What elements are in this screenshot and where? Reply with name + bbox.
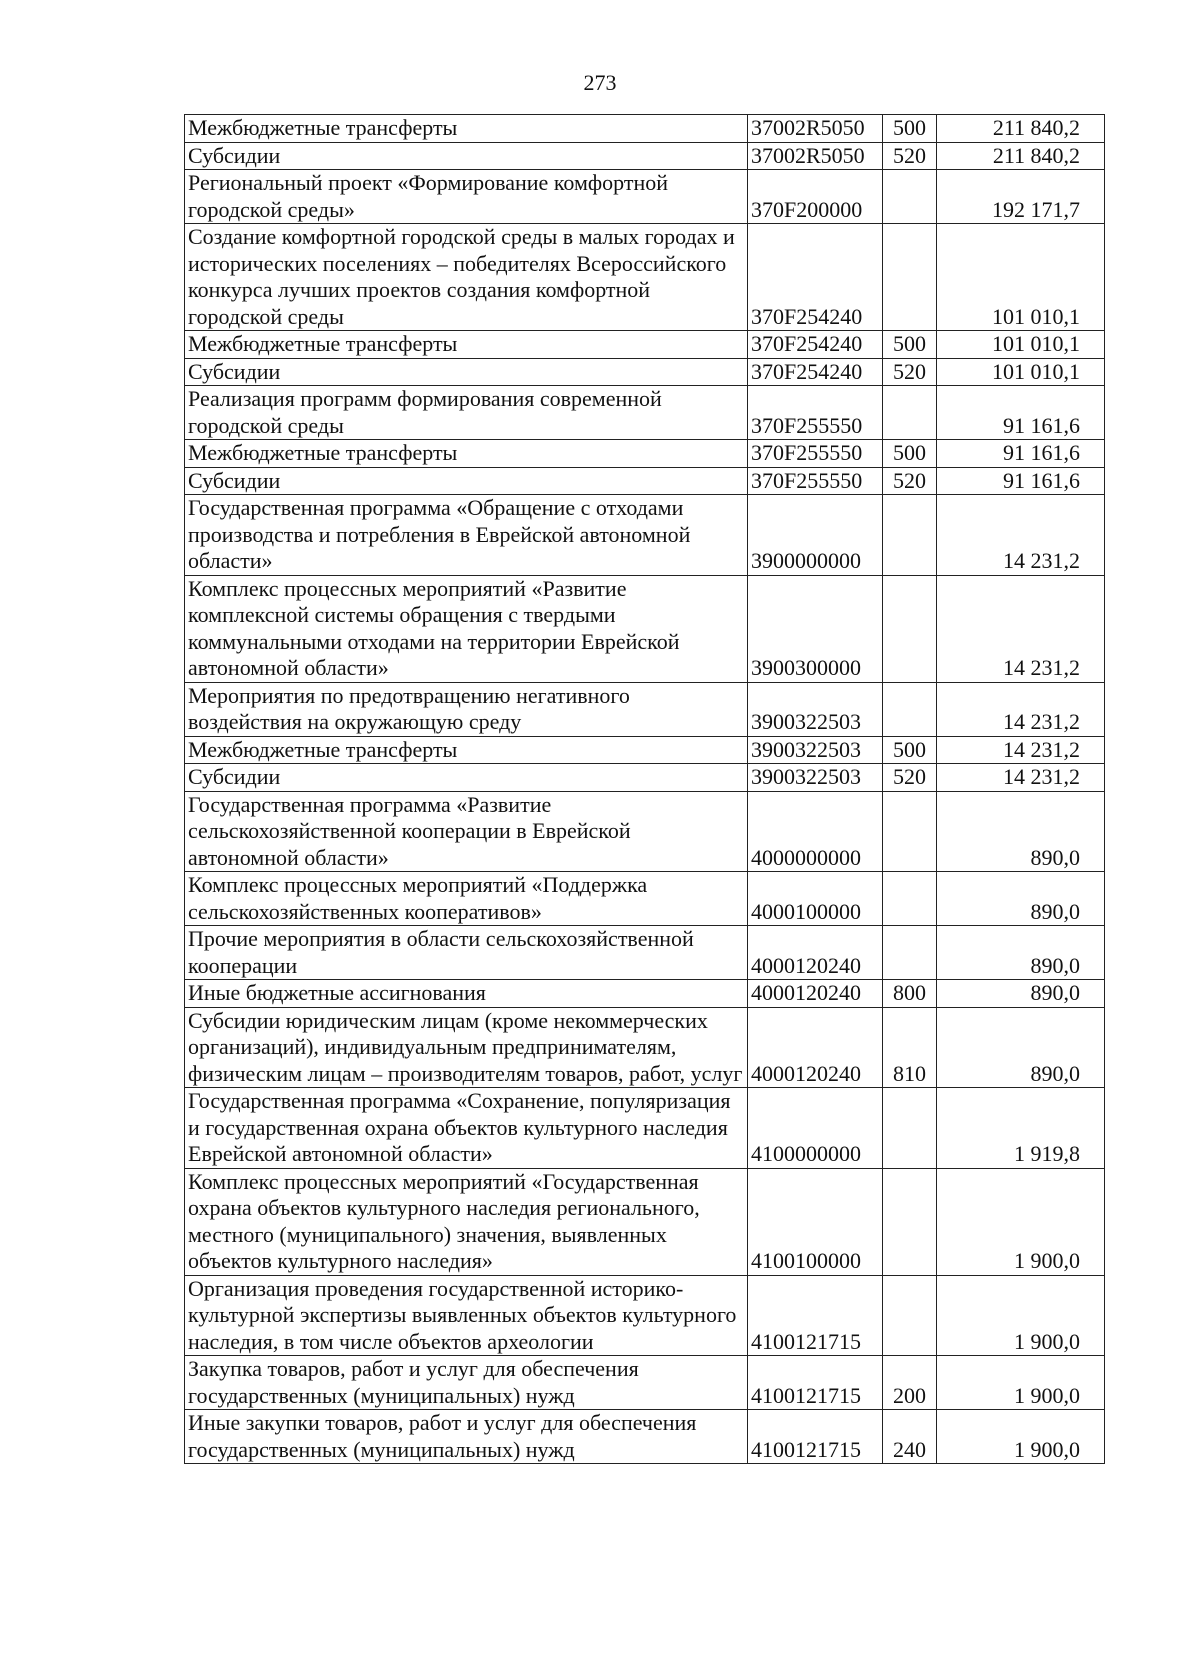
row-name-cell: Государственная программа «Сохранение, популяризация и государственная охрана объектов культурного наследия Еврейской автономной области» bbox=[185, 1088, 748, 1169]
table-row bbox=[185, 1088, 1105, 1169]
row-amount-cell: 91 161,6 bbox=[937, 467, 1105, 495]
row-expense-type-cell bbox=[883, 1275, 937, 1356]
row-code-cell: 4000120240 bbox=[748, 1007, 883, 1088]
row-amount-cell: 101 010,1 bbox=[937, 331, 1105, 359]
row-name-cell: Межбюджетные трансферты bbox=[185, 736, 748, 764]
table-row bbox=[185, 142, 1105, 170]
row-amount-cell: 890,0 bbox=[937, 926, 1105, 980]
row-name-cell: Субсидии юридическим лицам (кроме некоммерческих организаций), индивидуальным предпринимателям, физическим лицам – производителям товаров, работ, услуг bbox=[185, 1007, 748, 1088]
row-expense-type-cell bbox=[883, 1168, 937, 1275]
table-row bbox=[185, 682, 1105, 736]
row-amount-cell: 192 171,7 bbox=[937, 170, 1105, 224]
row-name-cell: Комплекс процессных мероприятий «Развитие комплексной системы обращения с твердыми коммунальными отходами на территории Еврейской автономной области» bbox=[185, 575, 748, 682]
row-amount-cell: 1 900,0 bbox=[937, 1356, 1105, 1410]
row-expense-type-cell: 810 bbox=[883, 1007, 937, 1088]
row-code-cell: 4100000000 bbox=[748, 1088, 883, 1169]
row-code-cell: 370F255550 bbox=[748, 440, 883, 468]
row-amount-cell: 890,0 bbox=[937, 980, 1105, 1008]
table-row bbox=[185, 440, 1105, 468]
row-name-cell: Региональный проект «Формирование комфортной городской среды» bbox=[185, 170, 748, 224]
row-name-cell: Иные закупки товаров, работ и услуг для обеспечения государственных (муниципальных) нужд bbox=[185, 1410, 748, 1464]
row-name-cell: Субсидии bbox=[185, 358, 748, 386]
table-row bbox=[185, 980, 1105, 1008]
row-name-cell: Иные бюджетные ассигнования bbox=[185, 980, 748, 1008]
row-name-cell: Прочие мероприятия в области сельскохозяйственной кооперации bbox=[185, 926, 748, 980]
row-name-cell: Межбюджетные трансферты bbox=[185, 115, 748, 143]
table-row bbox=[185, 467, 1105, 495]
table-row bbox=[185, 170, 1105, 224]
row-code-cell: 4000120240 bbox=[748, 926, 883, 980]
row-name-cell: Реализация программ формирования современной городской среды bbox=[185, 386, 748, 440]
row-expense-type-cell bbox=[883, 926, 937, 980]
row-expense-type-cell: 500 bbox=[883, 736, 937, 764]
table-row bbox=[185, 386, 1105, 440]
row-expense-type-cell bbox=[883, 170, 937, 224]
row-amount-cell: 14 231,2 bbox=[937, 764, 1105, 792]
row-amount-cell: 91 161,6 bbox=[937, 386, 1105, 440]
row-amount-cell: 101 010,1 bbox=[937, 224, 1105, 331]
row-amount-cell: 211 840,2 bbox=[937, 142, 1105, 170]
row-code-cell: 3900322503 bbox=[748, 764, 883, 792]
row-name-cell: Государственная программа «Развитие сельскохозяйственной кооперации в Еврейской автономной области» bbox=[185, 791, 748, 872]
table-row bbox=[185, 331, 1105, 359]
table-row bbox=[185, 736, 1105, 764]
row-amount-cell: 890,0 bbox=[937, 872, 1105, 926]
row-code-cell: 3900000000 bbox=[748, 495, 883, 576]
row-name-cell: Межбюджетные трансферты bbox=[185, 331, 748, 359]
row-code-cell: 370F200000 bbox=[748, 170, 883, 224]
row-amount-cell: 91 161,6 bbox=[937, 440, 1105, 468]
row-code-cell: 3900322503 bbox=[748, 682, 883, 736]
row-code-cell: 370F254240 bbox=[748, 358, 883, 386]
table-row bbox=[185, 1410, 1105, 1464]
budget-table bbox=[184, 114, 1105, 1464]
row-code-cell: 3900322503 bbox=[748, 736, 883, 764]
row-code-cell: 4000120240 bbox=[748, 980, 883, 1008]
row-expense-type-cell: 520 bbox=[883, 142, 937, 170]
row-code-cell: 370F255550 bbox=[748, 386, 883, 440]
row-name-cell: Мероприятия по предотвращению негативного воздействия на окружающую среду bbox=[185, 682, 748, 736]
row-expense-type-cell: 200 bbox=[883, 1356, 937, 1410]
table-row bbox=[185, 115, 1105, 143]
row-name-cell: Закупка товаров, работ и услуг для обеспечения государственных (муниципальных) нужд bbox=[185, 1356, 748, 1410]
row-amount-cell: 890,0 bbox=[937, 1007, 1105, 1088]
table-row bbox=[185, 575, 1105, 682]
table-body bbox=[185, 115, 1105, 1464]
table-row bbox=[185, 224, 1105, 331]
row-expense-type-cell: 800 bbox=[883, 980, 937, 1008]
row-expense-type-cell bbox=[883, 386, 937, 440]
row-amount-cell: 14 231,2 bbox=[937, 682, 1105, 736]
row-amount-cell: 1 900,0 bbox=[937, 1168, 1105, 1275]
row-code-cell: 370F254240 bbox=[748, 331, 883, 359]
row-expense-type-cell bbox=[883, 682, 937, 736]
row-code-cell: 4100121715 bbox=[748, 1275, 883, 1356]
row-expense-type-cell: 520 bbox=[883, 764, 937, 792]
row-expense-type-cell bbox=[883, 495, 937, 576]
row-code-cell: 3900300000 bbox=[748, 575, 883, 682]
table-row bbox=[185, 926, 1105, 980]
row-name-cell: Межбюджетные трансферты bbox=[185, 440, 748, 468]
row-expense-type-cell bbox=[883, 872, 937, 926]
row-expense-type-cell bbox=[883, 575, 937, 682]
row-code-cell: 4100100000 bbox=[748, 1168, 883, 1275]
row-name-cell: Субсидии bbox=[185, 764, 748, 792]
row-expense-type-cell: 520 bbox=[883, 467, 937, 495]
table-row bbox=[185, 358, 1105, 386]
table-row bbox=[185, 1007, 1105, 1088]
row-amount-cell: 14 231,2 bbox=[937, 575, 1105, 682]
row-code-cell: 37002R5050 bbox=[748, 142, 883, 170]
row-amount-cell: 1 900,0 bbox=[937, 1275, 1105, 1356]
row-expense-type-cell: 500 bbox=[883, 440, 937, 468]
row-code-cell: 370F255550 bbox=[748, 467, 883, 495]
row-amount-cell: 1 900,0 bbox=[937, 1410, 1105, 1464]
row-code-cell: 4100121715 bbox=[748, 1410, 883, 1464]
table-row bbox=[185, 791, 1105, 872]
row-name-cell: Субсидии bbox=[185, 467, 748, 495]
page-number: 273 bbox=[583, 70, 617, 95]
row-expense-type-cell bbox=[883, 1088, 937, 1169]
row-amount-cell: 101 010,1 bbox=[937, 358, 1105, 386]
row-code-cell: 4100121715 bbox=[748, 1356, 883, 1410]
row-amount-cell: 14 231,2 bbox=[937, 736, 1105, 764]
row-amount-cell: 1 919,8 bbox=[937, 1088, 1105, 1169]
row-expense-type-cell: 500 bbox=[883, 331, 937, 359]
row-code-cell: 4000000000 bbox=[748, 791, 883, 872]
row-code-cell: 37002R5050 bbox=[748, 115, 883, 143]
row-expense-type-cell bbox=[883, 224, 937, 331]
row-name-cell: Создание комфортной городской среды в малых городах и исторических поселениях – победителях Всероссийского конкурса лучших проектов создания комфортной городской среды bbox=[185, 224, 748, 331]
row-expense-type-cell bbox=[883, 791, 937, 872]
table-row bbox=[185, 872, 1105, 926]
row-amount-cell: 890,0 bbox=[937, 791, 1105, 872]
row-amount-cell: 14 231,2 bbox=[937, 495, 1105, 576]
table-row bbox=[185, 764, 1105, 792]
row-name-cell: Комплекс процессных мероприятий «Государственная охрана объектов культурного наследия регионального, местного (муниципального) значения, выявленных объектов культурного наследия» bbox=[185, 1168, 748, 1275]
table-row bbox=[185, 1168, 1105, 1275]
row-amount-cell: 211 840,2 bbox=[937, 115, 1105, 143]
row-code-cell: 4000100000 bbox=[748, 872, 883, 926]
row-expense-type-cell: 500 bbox=[883, 115, 937, 143]
row-expense-type-cell: 240 bbox=[883, 1410, 937, 1464]
table-row bbox=[185, 1356, 1105, 1410]
row-name-cell: Организация проведения государственной историко-культурной экспертизы выявленных объектов культурного наследия, в том числе объектов археологии bbox=[185, 1275, 748, 1356]
row-name-cell: Комплекс процессных мероприятий «Поддержка сельскохозяйственных кооперативов» bbox=[185, 872, 748, 926]
row-code-cell: 370F254240 bbox=[748, 224, 883, 331]
row-name-cell: Субсидии bbox=[185, 142, 748, 170]
table-row bbox=[185, 1275, 1105, 1356]
row-name-cell: Государственная программа «Обращение с отходами производства и потребления в Еврейской автономной области» bbox=[185, 495, 748, 576]
table-row bbox=[185, 495, 1105, 576]
row-expense-type-cell: 520 bbox=[883, 358, 937, 386]
